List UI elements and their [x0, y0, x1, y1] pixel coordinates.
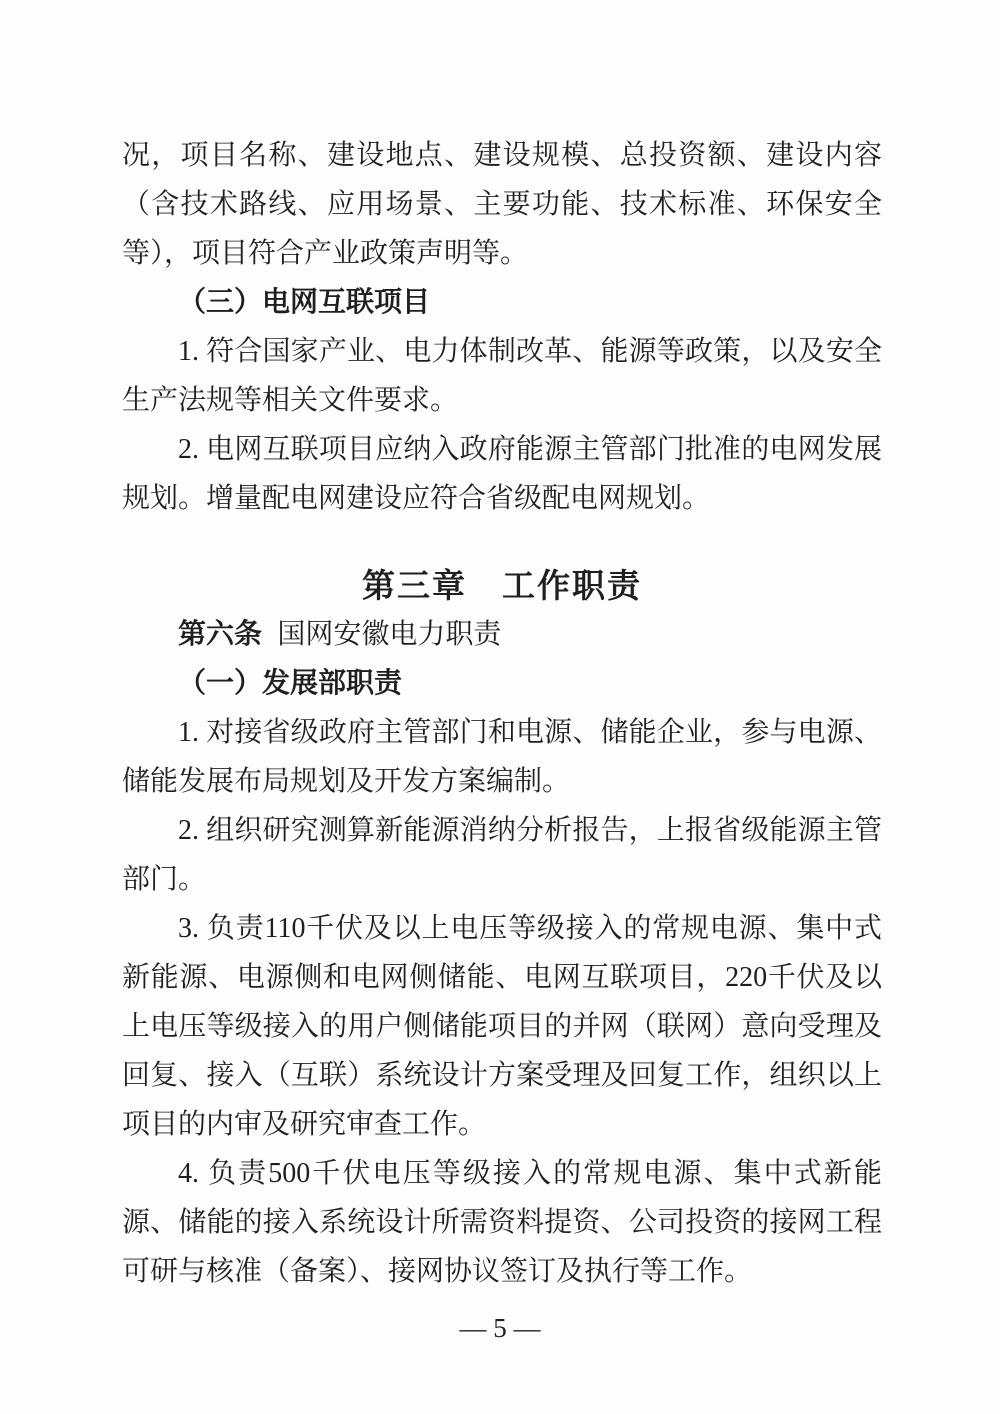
article-6-line	[122, 610, 882, 659]
subsection-1-duty-3: 3. 负责110千伏及以上电压等级接入的常规电源、集中式新能源、电源侧和电网侧储能、电网互联项目，220千伏及以上电压等级接入的用户侧储能项目的并网（联网）意向受理及回复、接入（互联）系统设计方案受理及回复工作，组织以上项目的内审及研究审查工作。	[122, 913, 882, 1140]
section-3-item-1: 1. 符合国家产业、电力体制改革、能源等政策，以及安全生产法规等相关文件要求。	[122, 336, 882, 416]
chapter-3-heading: 第三章 工作职责	[362, 567, 642, 604]
subsection-1-duty-4: 4. 负责500千伏电压等级接入的常规电源、集中式新能源、储能的接入系统设计所需资料提资、公司投资的接网工程可研与核准（备案）、接网协议签订及执行等工作。	[122, 1158, 882, 1287]
subsection-1-duty-2: 2. 组织研究测算新能源消纳分析报告，上报省级能源主管部门。	[122, 815, 882, 895]
intro-continuation-paragraph: 况，项目名称、建设地点、建设规模、总投资额、建设内容（含技术路线、应用场景、主要功能、技术标准、环保安全等），项目符合产业政策声明等。	[122, 140, 882, 269]
section-3-heading: （三）电网互联项目	[178, 287, 431, 318]
section-3-item-2: 2. 电网互联项目应纳入政府能源主管部门批准的电网发展规划。增量配电网建设应符合省级配电网规划。	[122, 434, 882, 514]
article-6-title: 国网安徽电力职责	[277, 619, 502, 650]
page-number: — 5 —	[459, 1313, 541, 1343]
subsection-1-heading: （一）发展部职责	[178, 668, 403, 699]
subsection-1-duty-1: 1. 对接省级政府主管部门和电源、储能企业，参与电源、储能发展布局规划及开发方案编制。	[122, 717, 882, 797]
article-6-label: 第六条	[178, 619, 263, 650]
